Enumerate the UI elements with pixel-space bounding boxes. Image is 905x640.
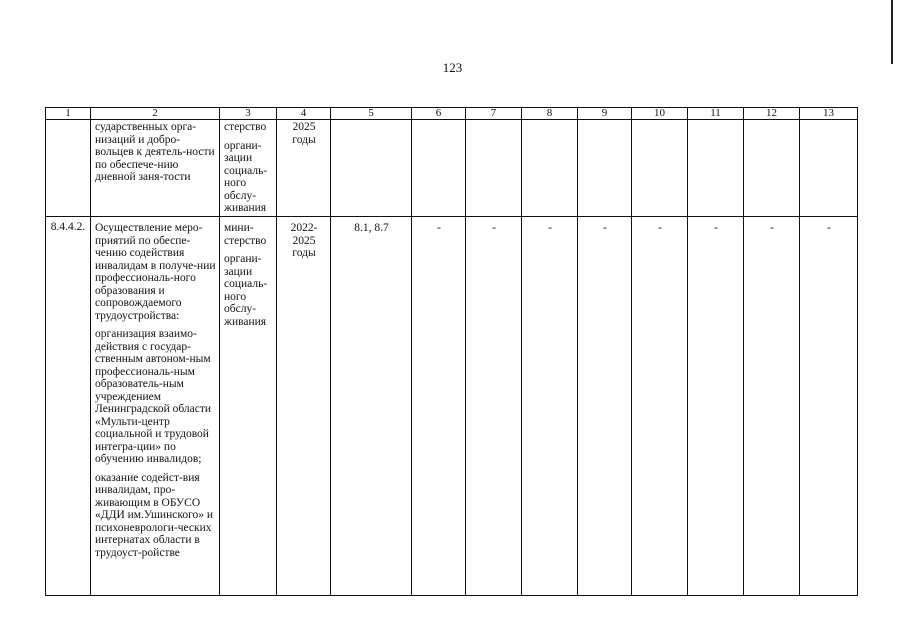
value-cell (522, 217, 578, 596)
table-row-8442 (46, 217, 858, 596)
value-cell (412, 120, 466, 217)
activity-text: оказание содейст-вия инвалидам, про-живающим в ОБУСО «ДДИ им.Ушинского» и психоневрологи-ческих интернатах области в трудоуст-ройстве (95, 471, 214, 559)
value-cell (578, 120, 632, 217)
header-cell: 10 (632, 108, 688, 120)
value-cell (744, 120, 800, 217)
header-cell: 9 (578, 108, 632, 120)
period-text: 2025 годы (292, 121, 316, 146)
executor-text: стерство (224, 121, 267, 133)
table-row-continued (46, 120, 858, 217)
row-number-cell (46, 120, 91, 217)
activity-cell (91, 120, 220, 217)
header-cell: 7 (466, 108, 522, 120)
value-cell (800, 217, 858, 596)
dash-value: - (714, 222, 718, 234)
executor-text: органи-зации социаль-ного обслу-живания (224, 253, 268, 328)
dash-value: - (437, 222, 441, 234)
indicator-cell (331, 217, 412, 596)
period-cell (277, 217, 331, 596)
header-cell: 4 (277, 108, 331, 120)
indicator-cell (331, 120, 412, 217)
header-cell: 6 (412, 108, 466, 120)
value-cell (466, 217, 522, 596)
executor-text: органи-зации социаль-ного обслу-живания (224, 139, 268, 214)
dash-value: - (492, 222, 496, 234)
activity-text: организация взаимо-действия с государ-ственным автоном-ным профессиональ-ным образователь-ным учреждением Ленинградской области «Мульти-центр социальной и трудовой интегра-ции» по обучению инвалидов; (95, 328, 212, 465)
value-cell (744, 217, 800, 596)
executor-text: мини-стерство (224, 222, 267, 247)
dash-value: - (658, 222, 662, 234)
row-number: 8.4.4.2. (50, 221, 86, 233)
activity-text: сударственных орга-низаций и добро-вольцев к деятель-ности по обеспече-нию дневной заня-тости (95, 121, 215, 183)
page-edge-line (891, 0, 893, 64)
value-cell (688, 120, 744, 217)
value-cell (578, 217, 632, 596)
period-cell (277, 120, 331, 217)
page-number: 123 (442, 60, 463, 75)
header-cell: 8 (522, 108, 578, 120)
dash-value: - (770, 222, 774, 234)
value-cell (632, 217, 688, 596)
dash-value: - (603, 222, 607, 234)
row-number-cell (46, 217, 91, 596)
program-table (45, 107, 858, 596)
value-cell (688, 217, 744, 596)
dash-value: - (827, 222, 831, 234)
value-cell (466, 120, 522, 217)
header-cell: 3 (220, 108, 277, 120)
activity-cell (91, 217, 220, 596)
executor-cell (220, 217, 277, 596)
executor-cell (220, 120, 277, 217)
header-cell: 12 (744, 108, 800, 120)
header-cell: 1 (46, 108, 91, 120)
header-cell: 2 (91, 108, 220, 120)
value-cell (800, 120, 858, 217)
header-cell: 11 (688, 108, 744, 120)
value-cell (412, 217, 466, 596)
header-cell: 13 (800, 108, 858, 120)
dash-value: - (548, 222, 552, 234)
header-cell: 5 (331, 108, 412, 120)
table-header-row (46, 108, 858, 120)
value-cell (632, 120, 688, 217)
activity-text: Осуществление меро-приятий по обеспе-чению содействия инвалидам в получе-нии профессиональ-ного образования и сопровождаемого трудоустройства: (95, 222, 216, 322)
indicator-text: 8.1, 8.7 (354, 222, 389, 234)
value-cell (522, 120, 578, 217)
period-text: 2022-2025 годы (290, 222, 318, 259)
